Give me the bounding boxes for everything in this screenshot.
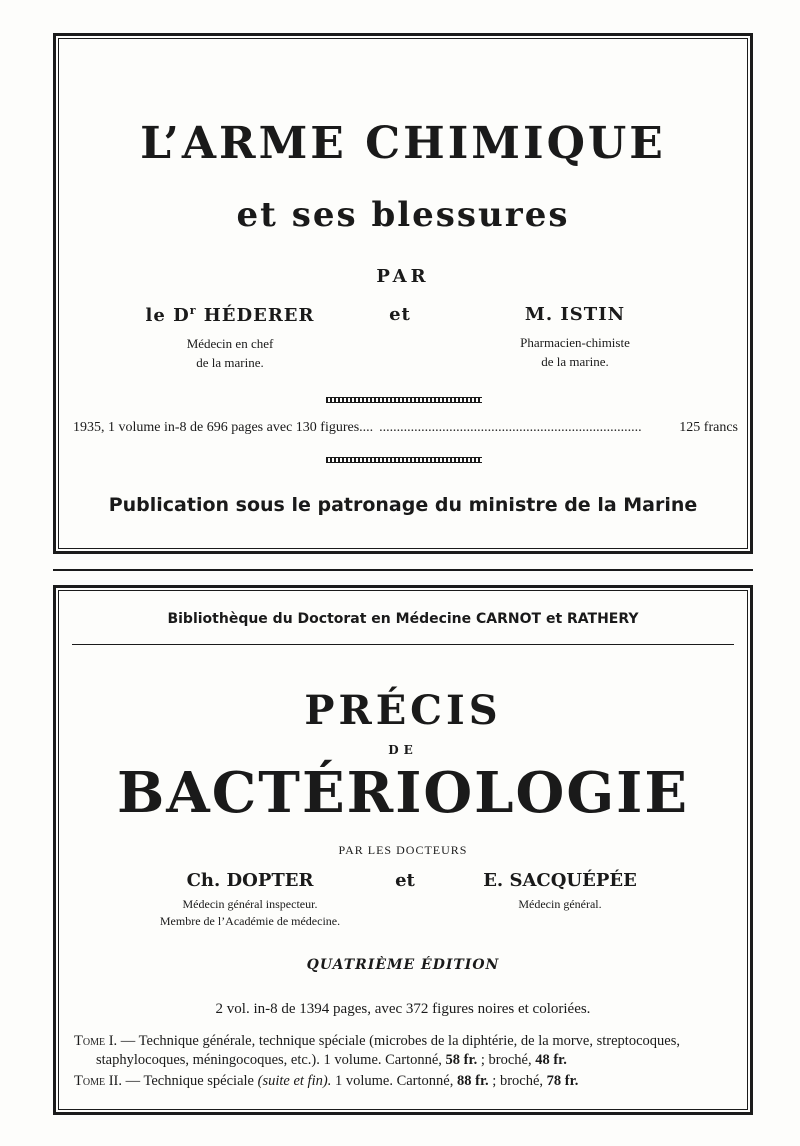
series-heading: Bibliothèque du Doctorat en Médecine CARNOT et RATHERY — [167, 611, 639, 627]
author-block-dopter — [115, 870, 385, 930]
conjunction: et — [395, 870, 415, 891]
book-title: L’ARME CHIMIQUE — [140, 118, 666, 169]
author-name: le $D^r$ HÉDERER — [145, 304, 315, 326]
section-divider — [53, 569, 753, 571]
ornament-rule — [326, 457, 482, 463]
leader-dots: ........................................................................... — [379, 420, 642, 435]
book-title-line1: PRÉCIS — [304, 687, 502, 734]
author-role: Médecin en chef — [186, 336, 274, 351]
publication-info — [73, 420, 738, 436]
author-role: de la marine. — [196, 355, 264, 370]
tome-2-entry: Tome II. — Technique spéciale (suite et fin). 1 volume. Cartonné, 88 fr. ; broché, 78 fr. — [74, 1073, 579, 1089]
author-name: Ch. DOPTER — [186, 870, 314, 891]
author-role: Médecin général inspecteur. — [182, 897, 318, 911]
patronage-note: Publication sous le patronage du ministre de la Marine — [108, 494, 698, 516]
price: 125 francs — [679, 420, 738, 435]
author-block-sacquepee — [440, 870, 680, 913]
author-name: E. SACQUÉPÉE — [483, 870, 637, 891]
by-doctors-label: PAR LES DOCTEURS — [338, 843, 468, 857]
price-cartonne: 88 fr. — [456, 1073, 489, 1089]
ad-frame-inner — [58, 38, 748, 549]
ornament-rule — [326, 397, 482, 403]
price-broche: 48 fr. — [535, 1052, 567, 1068]
author-block-istin — [455, 304, 695, 371]
author-role: Membre de l’Académie de médecine. — [159, 914, 341, 928]
book-title-de: DE — [388, 743, 418, 757]
tome-label: Tome I. — [74, 1033, 118, 1049]
volumes-info: 2 vol. in-8 de 1394 pages, avec 372 figures noires et coloriées. — [215, 1001, 591, 1017]
publication-details: 1935, 1 volume in-8 de 696 pages avec 130 figures.... — [73, 420, 374, 435]
price-broche: 78 fr. — [546, 1073, 579, 1089]
by-label: PAR — [376, 266, 430, 287]
author-name: M. ISTIN — [524, 304, 626, 325]
edition-label: QUATRIÈME ÉDITION — [306, 957, 500, 973]
heading-rule — [72, 644, 734, 645]
price-cartonne: 58 fr. — [445, 1052, 478, 1068]
book-subtitle: et ses blessures — [236, 195, 570, 235]
author-role: Médecin général. — [518, 897, 602, 911]
author-role: Pharmacien-chimiste — [520, 335, 630, 350]
conjunction: et — [389, 304, 411, 325]
book-title-line2: BACTÉRIOLOGIE — [116, 760, 690, 826]
author-role: de la marine. — [541, 354, 609, 369]
tome-label: Tome II. — [74, 1073, 122, 1089]
author-block-hederer — [110, 304, 350, 372]
tome-1-entry: Tome I. — Technique générale, technique spéciale (microbes de la diphtérie, de la morve, streptocoques, staphylocoques, méningocoques, etc.). 1 volume. Cartonné, 58 fr. ; broché, 48 fr. — [74, 1033, 680, 1068]
